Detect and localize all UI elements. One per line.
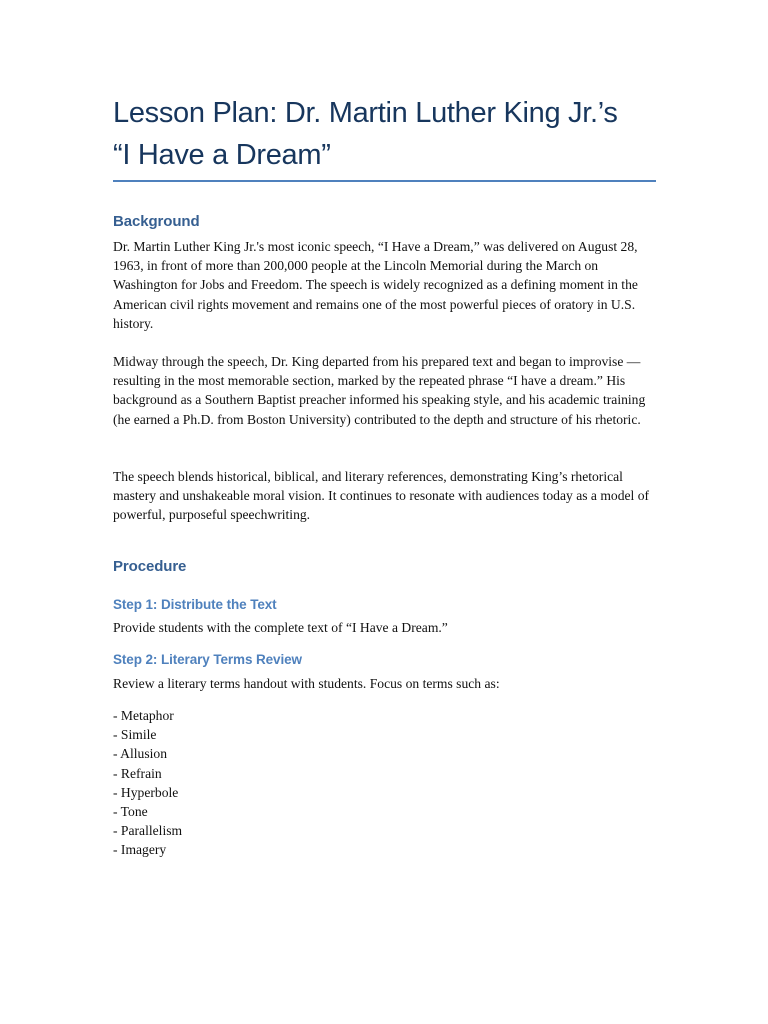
page-title	[113, 92, 658, 176]
literary-terms-list	[113, 706, 182, 860]
list-item: - Metaphor	[113, 708, 174, 723]
procedure-heading: Procedure	[113, 558, 187, 575]
list-item: - Imagery	[113, 842, 167, 858]
document-page	[113, 92, 658, 858]
title-line-2: “I Have a Dream”	[113, 139, 331, 171]
title-underline	[113, 180, 656, 182]
list-item: - Simile	[113, 727, 157, 743]
list-item: - Parallelism	[113, 823, 183, 839]
step-1-text: Provide students with the complete text of “I Have a Dream.”	[113, 620, 448, 635]
step-1-heading: Step 1: Distribute the Text	[113, 597, 277, 612]
background-heading: Background	[113, 213, 200, 230]
list-item: - Refrain	[113, 765, 162, 781]
list-item: - Tone	[113, 804, 148, 820]
step-2-text: Review a literary terms handout with students. Focus on terms such as:	[113, 676, 500, 691]
list-item: - Hyperbole	[113, 784, 179, 800]
title-line-1: Lesson Plan: Dr. Martin Luther King Jr.’s	[113, 97, 618, 129]
background-paragraph-1: Dr. Martin Luther King Jr.'s most iconic speech, “I Have a Dream,” was delivered on August 28, 1963, in front of more than 200,000 people at the Lincoln Memorial during the March on Washington for Jobs and Freedom. The speech is widely recognized as a defining moment in the American civil rights movement and remains one of the most powerful pieces of oratory in U.S. history.	[113, 239, 638, 331]
step-2-heading: Step 2: Literary Terms Review	[113, 652, 302, 667]
background-paragraph-3: The speech blends historical, biblical, and literary references, demonstrating King’s rhetorical mastery and unshakeable moral vision. It continues to resonate with audiences today as a model of powerful, purposeful speechwriting.	[113, 469, 650, 523]
list-item: - Allusion	[113, 746, 168, 762]
background-paragraph-2: Midway through the speech, Dr. King departed from his prepared text and began to improvise — resulting in the most memorable section, marked by the repeated phrase “I have a dream.” His background as a Southern Baptist preacher informed his speaking style, and his academic training (he earned a Ph.D. from Boston University) contributed to the depth and structure of his rhetoric.	[113, 354, 646, 427]
